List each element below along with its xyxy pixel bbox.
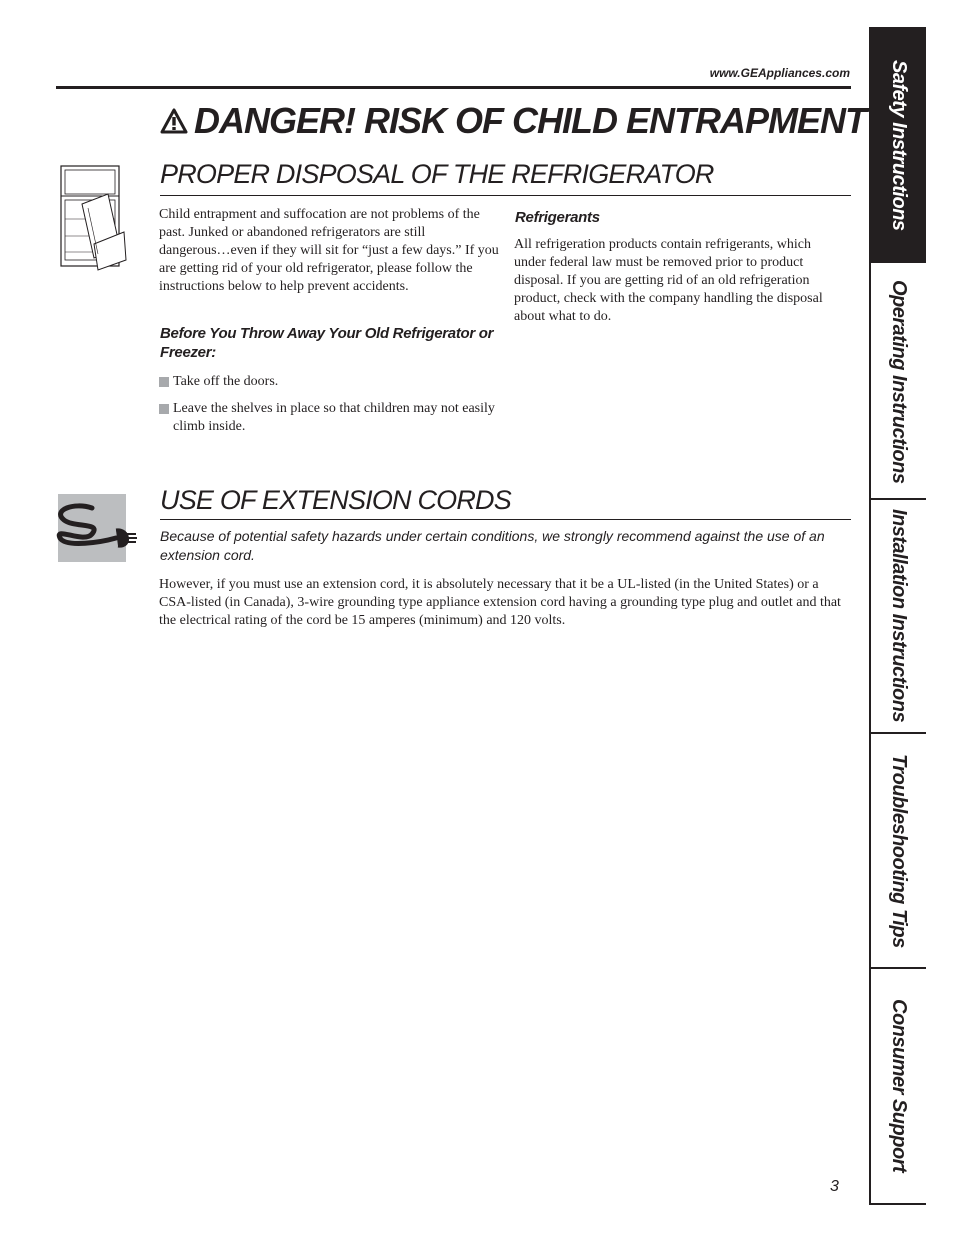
disposal-paragraph: Child entrapment and suffocation are not problems of the past. Junked or abandoned refrigerators are still dangerous…even if they will sit for “just a few days.” If you are getting rid of your old refrigerator, please follow the instructions below to help prevent accidents.: [159, 207, 499, 294]
danger-title: DANGER! RISK OF CHILD ENTRAPMENT: [194, 100, 866, 141]
extension-cord-icon: [46, 494, 140, 562]
extension-title: USE OF EXTENSION CORDS: [160, 485, 511, 515]
tab-label: Safety Instructions: [888, 59, 910, 231]
extension-intro: Because of potential safety hazards under certain conditions, we strongly recommend against the use of an extension cord.: [160, 528, 825, 563]
extension-paragraph: However, if you must use an extension cord, it is absolutely necessary that it be a UL-listed (in the United States) or a CSA-listed (in Canada), 3-wire grounding type appliance extension cord having a grounding type plug and outlet and that the electrical rating of the cord be 15 amperes (minimum) and 120 volts.: [159, 577, 841, 628]
tab-installation-instructions[interactable]: [871, 500, 926, 732]
tab-label: Troubleshooting Tips: [888, 753, 910, 948]
refrigerants-heading: Refrigerants: [515, 209, 600, 226]
list-item-text: Leave the shelves in place so that children may not easily climb inside.: [173, 401, 495, 434]
tab-label: Consumer Support: [888, 999, 910, 1173]
warning-triangle-icon: [160, 108, 188, 134]
list-item: [159, 400, 499, 436]
tab-safety-instructions[interactable]: [871, 27, 926, 263]
tab-consumer-support[interactable]: [871, 969, 926, 1203]
disposal-subhead: Before You Throw Away Your Old Refrigerator or Freezer:: [160, 325, 494, 361]
tab-troubleshooting-tips[interactable]: [871, 734, 926, 967]
list-item: [159, 373, 499, 391]
refrigerants-paragraph: All refrigeration products contain refrigerants, which under federal law must be removed prior to product disposal. If you are getting rid of an old refrigeration product, check with the company handling the disposal about what to do.: [514, 237, 823, 324]
refrigerator-icon: [58, 164, 128, 272]
section-tabs: [869, 27, 926, 1205]
extension-rule: [160, 519, 851, 520]
site-url: www.GEAppliances.com: [709, 66, 850, 80]
list-item-text: Take off the doors.: [173, 374, 279, 389]
page-number: 3: [830, 1178, 839, 1195]
disposal-title: PROPER DISPOSAL OF THE REFRIGERATOR: [160, 159, 714, 189]
bullet-square: [159, 404, 169, 414]
bullet-square: [159, 377, 169, 387]
tab-operating-instructions[interactable]: [871, 265, 926, 498]
disposal-rule: [160, 195, 851, 196]
tab-label: Operating Instructions: [888, 279, 910, 484]
danger-heading: [160, 100, 866, 142]
tab-label: Installation Instructions: [888, 509, 910, 723]
top-rule: [56, 86, 851, 89]
